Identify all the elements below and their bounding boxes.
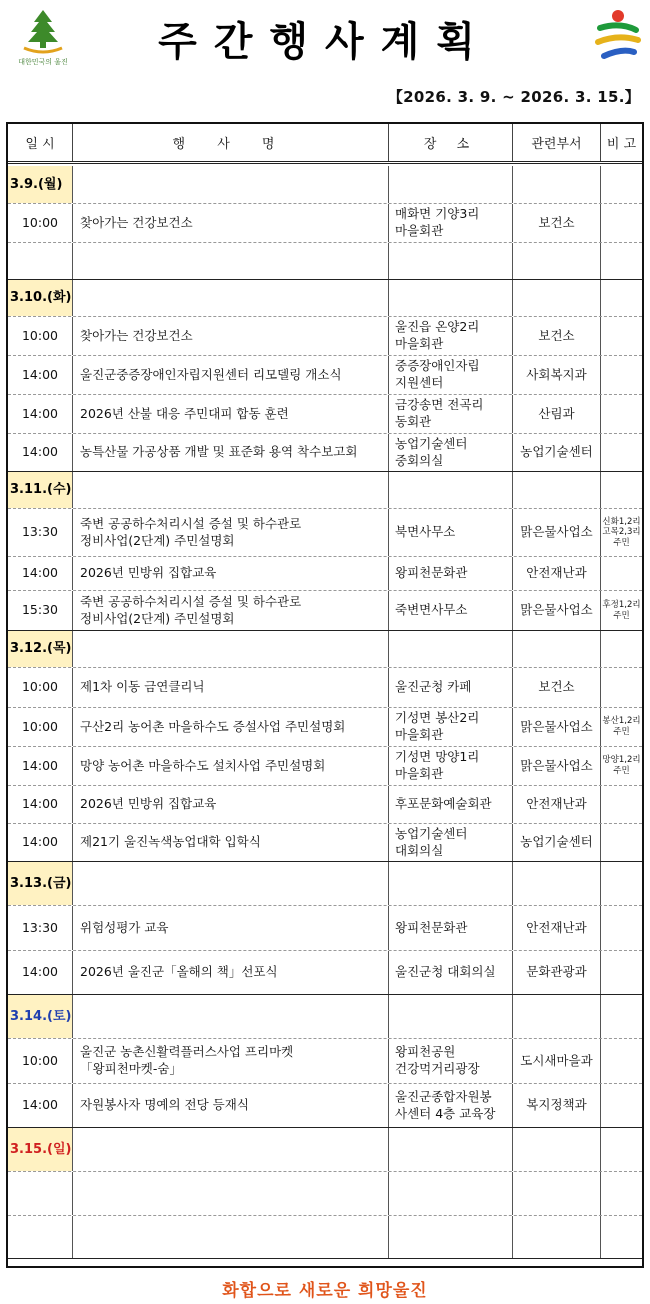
event-time: 14:00 <box>8 395 73 433</box>
event-dept: 복지정책과 <box>513 1084 601 1127</box>
event-name <box>73 1216 389 1258</box>
table-row <box>8 906 642 951</box>
event-note <box>601 243 642 279</box>
event-time: 14:00 <box>8 1084 73 1127</box>
event-time <box>8 243 73 279</box>
event-name: 찾아가는 건강보건소 <box>73 204 389 242</box>
event-dept: 맑은물사업소 <box>513 747 601 785</box>
empty-cell <box>601 862 642 905</box>
empty-cell <box>73 1128 389 1171</box>
event-place: 금강송면 전곡리 동회관 <box>389 395 513 433</box>
table-row <box>8 1084 642 1128</box>
empty-cell <box>389 995 513 1038</box>
event-name: 찾아가는 건강보건소 <box>73 317 389 355</box>
empty-cell <box>601 1128 642 1171</box>
event-name: 제21기 울진녹색농업대학 입학식 <box>73 824 389 861</box>
event-dept: 도시새마을과 <box>513 1039 601 1083</box>
event-place: 후포문화예술회관 <box>389 786 513 823</box>
event-name: 2026년 민방위 집합교육 <box>73 786 389 823</box>
event-place <box>389 1172 513 1215</box>
table-row <box>8 951 642 995</box>
event-name: 위험성평가 교육 <box>73 906 389 950</box>
event-place <box>389 243 513 279</box>
empty-cell <box>513 472 601 508</box>
table-row <box>8 824 642 862</box>
schedule-table <box>6 122 644 1268</box>
event-time: 14:00 <box>8 747 73 785</box>
event-time: 14:00 <box>8 786 73 823</box>
empty-cell <box>389 862 513 905</box>
event-place <box>389 1216 513 1258</box>
event-place: 왕피천문화관 <box>389 557 513 590</box>
day-header-row <box>8 862 642 906</box>
event-time: 14:00 <box>8 951 73 994</box>
event-place: 울진군청 대회의실 <box>389 951 513 994</box>
event-dept: 산림과 <box>513 395 601 433</box>
event-dept: 보건소 <box>513 668 601 707</box>
event-time: 13:30 <box>8 509 73 556</box>
day-label: 3.9.(월) <box>8 166 73 203</box>
event-note <box>601 557 642 590</box>
event-name <box>73 243 389 279</box>
event-note: 신화1,2리 고목2,3리 주민 <box>602 516 641 548</box>
event-note <box>601 786 642 823</box>
event-time: 14:00 <box>8 356 73 394</box>
column-header-dept: 관련부서 <box>513 124 601 161</box>
empty-cell <box>601 472 642 508</box>
event-note <box>601 1039 642 1083</box>
event-name: 2026년 민방위 집합교육 <box>73 557 389 590</box>
event-name <box>73 1172 389 1215</box>
event-dept <box>513 243 601 279</box>
event-place: 기성면 봉산2리 마을회관 <box>389 708 513 746</box>
table-row <box>8 708 642 747</box>
event-name: 2026년 산불 대응 주민대피 합동 훈련 <box>73 395 389 433</box>
table-row <box>8 668 642 708</box>
page-title: 주간행사계획 <box>158 19 492 65</box>
event-name: 제1차 이동 금연클리닉 <box>73 668 389 707</box>
event-note <box>601 317 642 355</box>
empty-cell <box>389 631 513 667</box>
event-place: 매화면 기양3리 마을회관 <box>389 204 513 242</box>
event-note <box>601 395 642 433</box>
empty-cell <box>513 166 601 203</box>
column-header-place: 장 소 <box>389 124 513 161</box>
event-dept: 보건소 <box>513 204 601 242</box>
empty-cell <box>73 631 389 667</box>
event-note <box>601 824 642 861</box>
event-time: 10:00 <box>8 317 73 355</box>
table-body <box>8 166 642 1259</box>
event-time: 14:00 <box>8 434 73 471</box>
empty-cell <box>601 631 642 667</box>
logo-caption: 대한민국의 울진 <box>18 58 68 66</box>
event-time: 10:00 <box>8 1039 73 1083</box>
event-name: 죽변 공공하수처리시설 증설 및 하수관로 정비사업(2단계) 주민설명회 <box>73 509 389 556</box>
event-place: 왕피천문화관 <box>389 906 513 950</box>
table-row <box>8 591 642 631</box>
event-dept: 맑은물사업소 <box>513 509 601 556</box>
empty-cell <box>73 862 389 905</box>
empty-cell <box>73 472 389 508</box>
event-dept: 안전재난과 <box>513 906 601 950</box>
empty-cell <box>389 1128 513 1171</box>
empty-cell <box>73 166 389 203</box>
empty-cell <box>513 862 601 905</box>
event-dept: 맑은물사업소 <box>513 708 601 746</box>
event-note: 후정1,2리 주민 <box>602 599 641 621</box>
event-name: 자원봉사자 명예의 전당 등재식 <box>73 1084 389 1127</box>
empty-cell <box>73 280 389 316</box>
document-header <box>0 0 650 118</box>
empty-cell <box>513 1128 601 1171</box>
event-time: 13:30 <box>8 906 73 950</box>
schedule-period: 【2026. 3. 9. ~ 2026. 3. 15.】 <box>387 88 640 106</box>
day-label: 3.12.(목) <box>8 631 73 667</box>
event-time: 10:00 <box>8 204 73 242</box>
day-header-row <box>8 1128 642 1172</box>
uljin-symbol-icon <box>594 8 642 68</box>
event-note <box>601 1172 642 1215</box>
table-row <box>8 557 642 591</box>
event-dept: 사회복지과 <box>513 356 601 394</box>
event-note <box>601 906 642 950</box>
empty-cell <box>389 472 513 508</box>
event-note <box>601 204 642 242</box>
table-row <box>8 1216 642 1259</box>
event-dept: 농업기술센터 <box>513 824 601 861</box>
event-time: 14:00 <box>8 557 73 590</box>
event-place: 기성면 망양1리 마을회관 <box>389 747 513 785</box>
event-note <box>601 356 642 394</box>
column-header-time: 일 시 <box>8 124 73 161</box>
day-header-row <box>8 280 642 317</box>
event-name: 2026년 울진군「올해의 책」선포식 <box>73 951 389 994</box>
event-name: 구산2리 농어촌 마을하수도 증설사업 주민설명회 <box>73 708 389 746</box>
event-dept <box>513 1172 601 1215</box>
event-time <box>8 1216 73 1258</box>
event-place: 울진군종합자원봉 사센터 4층 교육장 <box>389 1084 513 1127</box>
event-dept: 농업기술센터 <box>513 434 601 471</box>
table-row <box>8 747 642 786</box>
empty-cell <box>601 166 642 203</box>
event-time: 15:30 <box>8 591 73 630</box>
event-time: 10:00 <box>8 668 73 707</box>
event-time: 14:00 <box>8 824 73 861</box>
event-place: 죽변면사무소 <box>389 591 513 630</box>
table-row <box>8 317 642 356</box>
day-label: 3.13.(금) <box>8 862 73 905</box>
event-dept: 안전재난과 <box>513 786 601 823</box>
event-name: 망양 농어촌 마을하수도 설치사업 주민설명회 <box>73 747 389 785</box>
event-place: 중증장애인자립 지원센터 <box>389 356 513 394</box>
event-dept <box>513 1216 601 1258</box>
empty-cell <box>513 631 601 667</box>
table-row <box>8 204 642 243</box>
event-place: 왕피천공원 건강먹거리광장 <box>389 1039 513 1083</box>
table-row <box>8 434 642 472</box>
event-name: 농특산물 가공상품 개발 및 표준화 용역 착수보고회 <box>73 434 389 471</box>
day-header-row <box>8 472 642 509</box>
day-label: 3.14.(토) <box>8 995 73 1038</box>
empty-cell <box>513 280 601 316</box>
empty-cell <box>601 995 642 1038</box>
event-name: 울진군중증장애인자립지원센터 리모델링 개소식 <box>73 356 389 394</box>
table-row <box>8 395 642 434</box>
day-label: 3.15.(일) <box>8 1128 73 1171</box>
table-row <box>8 356 642 395</box>
event-note <box>601 951 642 994</box>
event-dept: 문화관광과 <box>513 951 601 994</box>
empty-cell <box>601 280 642 316</box>
empty-cell <box>73 995 389 1038</box>
event-place: 북면사무소 <box>389 509 513 556</box>
column-header-event: 행 사 명 <box>73 124 389 161</box>
event-dept: 보건소 <box>513 317 601 355</box>
uljin-county-logo <box>14 8 72 72</box>
day-label: 3.11.(수) <box>8 472 73 508</box>
event-place: 농업기술센터 대회의실 <box>389 824 513 861</box>
event-place: 울진읍 온양2리 마을회관 <box>389 317 513 355</box>
event-note <box>601 434 642 471</box>
day-header-row <box>8 995 642 1039</box>
event-time <box>8 1172 73 1215</box>
event-note <box>601 668 642 707</box>
event-note: 망양1,2리 주민 <box>602 755 641 776</box>
day-label: 3.10.(화) <box>8 280 73 316</box>
day-header-row <box>8 631 642 668</box>
event-place: 농업기술센터 중회의실 <box>389 434 513 471</box>
event-note <box>601 1216 642 1258</box>
table-header-row <box>8 124 642 164</box>
event-dept: 안전재난과 <box>513 557 601 590</box>
event-dept: 맑은물사업소 <box>513 591 601 630</box>
table-row <box>8 786 642 824</box>
table-row <box>8 1039 642 1084</box>
event-place: 울진군청 카페 <box>389 668 513 707</box>
event-name: 죽변 공공하수처리시설 증설 및 하수관로 정비사업(2단계) 주민설명회 <box>73 591 389 630</box>
table-row <box>8 243 642 280</box>
event-name: 울진군 농촌신활력플러스사업 프리마켓 「왕피천마켓-숨」 <box>73 1039 389 1083</box>
footer-slogan: 화합으로 새로운 희망울진 <box>222 1281 428 1301</box>
event-time: 10:00 <box>8 708 73 746</box>
table-row <box>8 1172 642 1216</box>
empty-cell <box>389 166 513 203</box>
column-header-note: 비 고 <box>606 137 637 152</box>
empty-cell <box>513 995 601 1038</box>
tree-logo-icon <box>14 8 72 56</box>
event-note <box>601 1084 642 1127</box>
empty-cell <box>389 280 513 316</box>
table-row <box>8 509 642 557</box>
event-note: 봉산1,2리 주민 <box>602 716 641 737</box>
day-header-row <box>8 166 642 204</box>
